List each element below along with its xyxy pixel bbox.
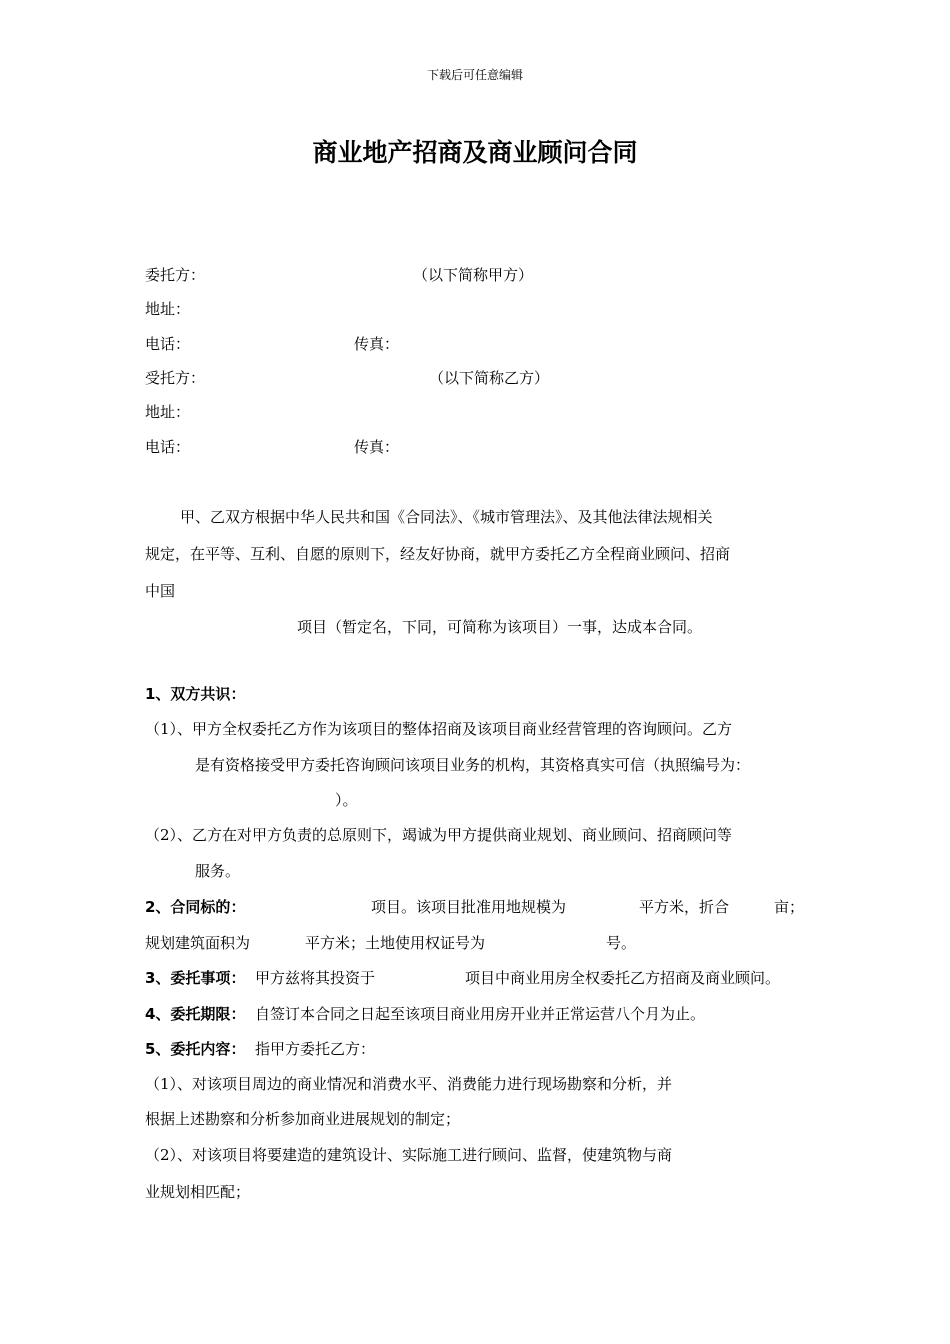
- section-2-line-2-b: 平方米；土地使用权证号为: [305, 934, 486, 952]
- page-header: 下载后可任意编辑: [426, 68, 523, 82]
- section-1-item-1-line-3: ）。: [335, 791, 358, 809]
- section-5-item-2-line-1: （2）、对该项目将要建造的建筑设计、实际施工进行顾问、监督，使建筑物与商: [145, 1146, 673, 1164]
- section-1-item-1-line-1: （1）、甲方全权委托乙方作为该项目的整体招商及该项目商业经营管理的咨询顾问。乙方: [145, 720, 733, 738]
- section-2-line-2-a: 规划建筑面积为: [145, 934, 251, 952]
- section-5-item-1-line-1: （1）、对该项目周边的商业情况和消费水平、消费能力进行现场勘察和分析，并: [145, 1075, 673, 1093]
- agent-label: 受托方：: [145, 369, 206, 387]
- section-2-line-2-c: 号。: [606, 934, 637, 952]
- section-4-heading: 4、委托期限：: [145, 1005, 246, 1023]
- contract-title: 商业地产招商及商业顾问合同: [312, 138, 638, 167]
- section-1-item-1-line-2: 是有资格接受甲方委托咨询顾问该项目业务的机构，其资格真实可信（执照编号为：: [195, 756, 751, 774]
- section-2-heading: 2、合同标的：: [145, 898, 246, 916]
- section-1-heading: 1、双方共识：: [145, 685, 246, 703]
- intro-line-2: 规定，在平等、互利、自愿的原则下，经友好协商，就甲方委托乙方全程商业顾问、招商: [145, 545, 731, 563]
- agent-fax-label: 传真：: [354, 438, 400, 456]
- section-2-text-a: 项目。该项目批准用地规模为: [371, 898, 567, 916]
- client-address-label: 地址：: [145, 300, 191, 318]
- section-2-text-b: 平方米，折合: [639, 898, 730, 916]
- section-1-item-2-line-1: （2）、乙方在对甲方负责的总原则下，竭诚为甲方提供商业规划、商业顾问、招商顾问等: [145, 826, 733, 844]
- agent-address-label: 地址：: [145, 403, 191, 421]
- client-note: （以下简称甲方）: [413, 266, 534, 284]
- intro-line-3: 中国: [145, 582, 176, 600]
- agent-phone-label: 电话：: [145, 438, 191, 456]
- section-5-heading: 5、委托内容：: [145, 1040, 246, 1058]
- agent-note: （以下简称乙方）: [429, 369, 550, 387]
- section-5-item-2-line-2: 业规划相匹配；: [145, 1183, 251, 1201]
- section-2-text-c: 亩；: [774, 898, 805, 916]
- section-5-item-1-line-2: 根据上述勘察和分析参加商业进展规划的制定；: [145, 1110, 461, 1128]
- intro-line-4: 项目（暂定名，下同，可简称为该项目）一事，达成本合同。: [297, 618, 703, 636]
- section-1-item-2-line-2: 服务。: [195, 862, 241, 880]
- client-phone-label: 电话：: [145, 335, 191, 353]
- client-label: 委托方：: [145, 266, 206, 284]
- intro-line-1: 甲、乙双方根据中华人民共和国《合同法》、《城市管理法》、及其他法律法规相关: [180, 508, 713, 526]
- section-3-heading: 3、委托事项：: [145, 969, 246, 987]
- section-3-text-b: 项目中商业用房全权委托乙方招商及商业顾问。: [465, 969, 781, 987]
- section-4-text: 自签订本合同之日起至该项目商业用房开业并正常运营八个月为止。: [255, 1005, 706, 1023]
- client-fax-label: 传真：: [354, 335, 400, 353]
- section-5-text: 指甲方委托乙方：: [255, 1040, 376, 1058]
- section-3-text-a: 甲方兹将其投资于: [255, 969, 376, 987]
